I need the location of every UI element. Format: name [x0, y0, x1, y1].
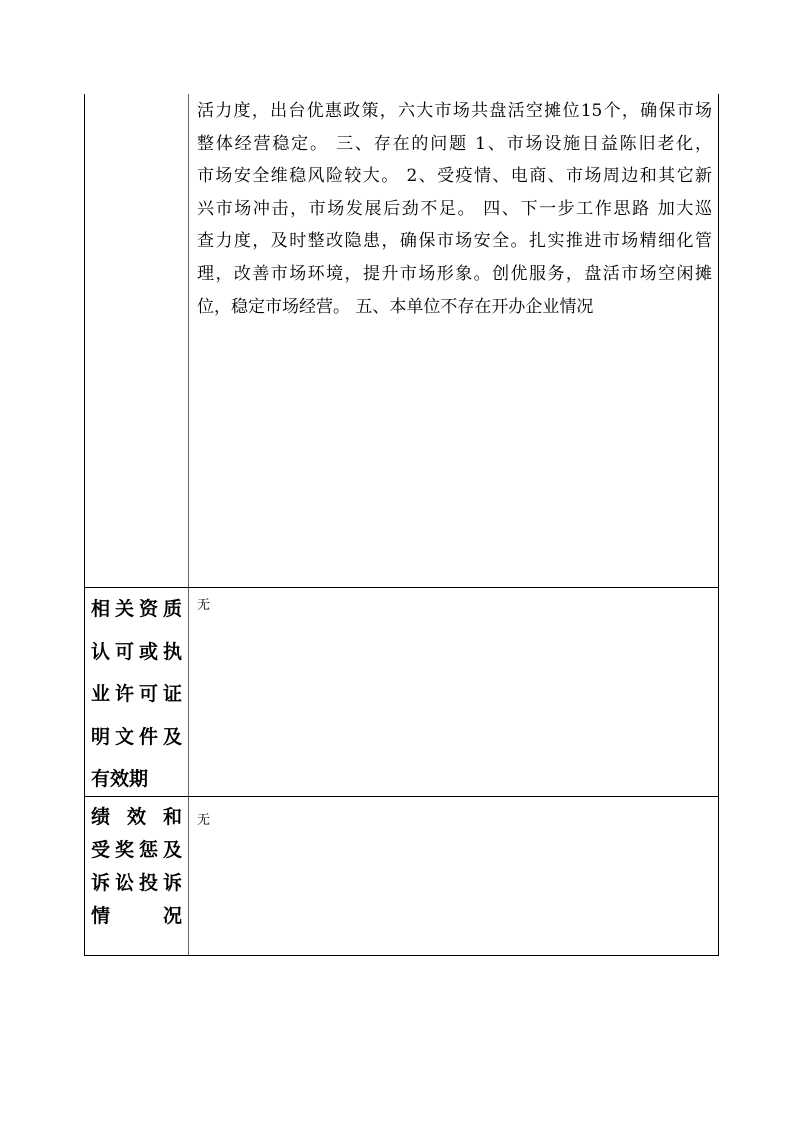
content-line: 理，改善市场环境，提升市场形象。创优服务，盘活市场空闲摊 [197, 263, 712, 284]
label-line: 相关资质 [91, 598, 182, 620]
label-line: 受奖惩及 [91, 839, 182, 861]
label-line: 诉讼投诉 [91, 872, 182, 894]
table-row-performance [85, 797, 718, 955]
content-line: 兴市场冲击，市场发展后劲不足。 四、下一步工作思路 加大巡 [197, 198, 712, 219]
label-line: 绩 效 和 [91, 806, 182, 828]
label-line: 业许可证 [91, 683, 182, 705]
content-line: 整体经营稳定。 三、存在的问题 1、市场设施日益陈旧老化， [197, 133, 712, 154]
performance-label [85, 797, 189, 955]
qualifications-label [85, 588, 189, 796]
row-label-empty [85, 94, 189, 587]
content-line: 活力度，出台优惠政策，六大市场共盘活空摊位15个，确保市场 [197, 101, 712, 121]
info-table [84, 94, 719, 956]
label-line: 明文件及 [91, 725, 182, 748]
label-line: 认可或执 [91, 640, 182, 663]
content-line: 查力度，及时整改隐患，确保市场安全。扎实推进市场精细化管 [197, 231, 712, 252]
label-line: 情 况 [91, 905, 182, 927]
work-summary-content [189, 94, 718, 587]
content-line: 市场安全维稳风险较大。 2、受疫情、电商、市场周边和其它新 [197, 166, 712, 187]
table-row-work-summary [85, 94, 718, 588]
content-line: 位，稳定市场经营。 五、本单位不存在开办企业情况 [197, 296, 594, 317]
performance-content: 无 [197, 813, 211, 828]
label-line: 有效期 [91, 768, 149, 790]
table-row-qualifications [85, 588, 718, 797]
qualifications-content: 无 [197, 598, 211, 613]
